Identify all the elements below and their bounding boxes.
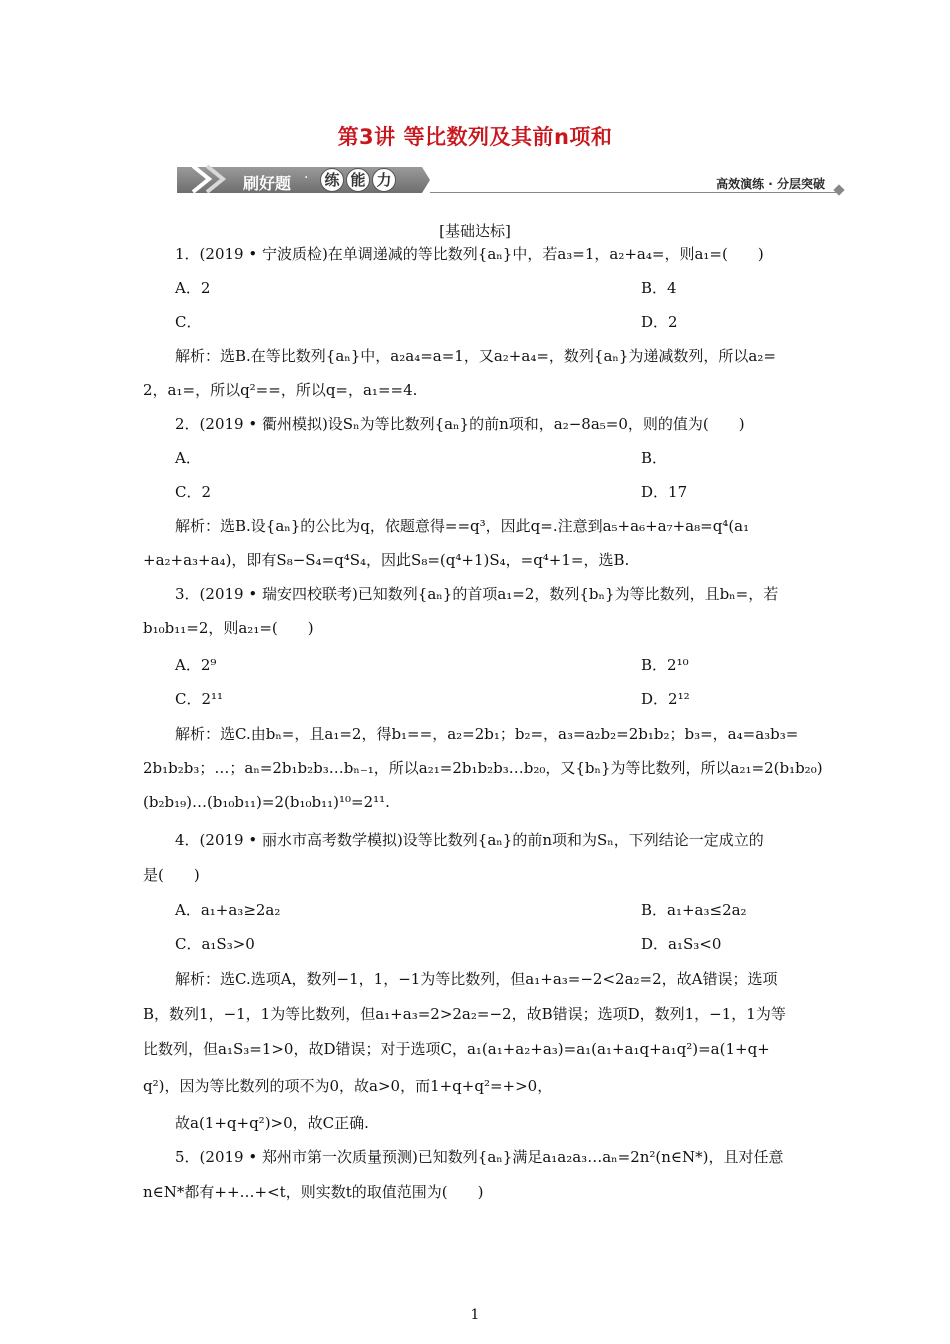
text-line: 2，a₁=，所以q²==，所以q=，a₁==4. [143, 381, 418, 399]
banner-badges [320, 168, 396, 192]
text-line: 解析：选C.选项A，数列−1，1，−1为等比数列，但a₁+a₃=−2<2a₂=2，故A错误；选项 [175, 970, 778, 988]
text-line: D．a₁S₃<0 [641, 935, 722, 953]
text-line: A．2⁹ [175, 656, 217, 674]
badge-char: 练 [320, 168, 344, 192]
text-line: 解析：选C.由bₙ=，且a₁=2，得b₁==，a₂=2b₁；b₂=，a₃=a₂b₂=2b₁b₂；b₃=，a₄=a₃b₃= [175, 725, 799, 743]
badge-char: 力 [372, 168, 396, 192]
text-line: C．2 [175, 483, 212, 501]
text-line: B，数列1，−1，1为等比数列，但a₁+a₃=2>2a₂=−2，故B错误；选项D，数列1，−1，1为等 [143, 1005, 786, 1023]
text-line: C． [175, 313, 202, 331]
diamond-icon [833, 184, 844, 195]
text-line: C．a₁S₃>0 [175, 935, 255, 953]
banner-rule [430, 192, 838, 193]
text-line: A． [175, 449, 201, 467]
text-line: 故a(1+q+q²)>0，故C正确. [175, 1114, 369, 1132]
text-line: B．2¹⁰ [641, 656, 689, 674]
section-heading: [基础达标] [439, 222, 511, 240]
text-line: D．2 [641, 313, 678, 331]
page-number: 1 [470, 1307, 480, 1323]
text-line: 1．(2019 • 宁波质检)在单调递减的等比数列{aₙ}中，若a₃=1，a₂+a₄=，则a₁=( ) [175, 245, 764, 263]
text-line: q²)，因为等比数列的项不为0，故a>0，而1+q+q²=+>0， [143, 1077, 553, 1095]
text-line: 4．(2019 • 丽水市高考数学模拟)设等比数列{aₙ}的前n项和为Sₙ，下列结论一定成立的 [175, 831, 764, 849]
badge-char: 能 [346, 168, 370, 192]
banner-dot: · [304, 170, 309, 186]
text-line: B． [641, 449, 668, 467]
text-line: D．2¹² [641, 690, 690, 708]
chevron-arrows-icon [189, 162, 239, 196]
text-line: (b₂b₁₉)…(b₁₀b₁₁)=2(b₁₀b₁₁)¹⁰=2¹¹. [143, 793, 390, 811]
text-line: 解析：选B.设{aₙ}的公比为q，依题意得==q³，因此q=.注意到a₅+a₆+a₇+a₈=q⁴(a₁ [175, 517, 750, 535]
text-line: A．a₁+a₃≥2a₂ [175, 901, 281, 919]
section-banner [177, 160, 845, 198]
text-line: b₁₀b₁₁=2，则a₂₁=( ) [143, 619, 314, 637]
text-line: C．2¹¹ [175, 690, 224, 708]
text-line: B．4 [641, 279, 677, 297]
banner-left-label: 刷好题 [243, 174, 292, 193]
text-line: 解析：选B.在等比数列{aₙ}中，a₂a₄=a=1，又a₂+a₄=，数列{aₙ}为递减数列，所以a₂= [175, 347, 776, 365]
banner-right-label: 高效演练 · 分层突破 [716, 177, 825, 191]
text-line: A．2 [175, 279, 211, 297]
text-line: 5．(2019 • 郑州市第一次质量预测)已知数列{aₙ}满足a₁a₂a₃…aₙ=2n²(n∈N*)，且对任意 [175, 1148, 784, 1166]
text-line: D．17 [641, 483, 688, 501]
text-line: 比数列，但a₁S₃=1>0，故D错误；对于选项C，a₁(a₁+a₂+a₃)=a₁(a₁+a₁q+a₁q²)=a(1+q+ [143, 1040, 770, 1058]
text-line: 2b₁b₂b₃；…；aₙ=2b₁b₂b₃…bₙ₋₁，所以a₂₁=2b₁b₂b₃…b₂₀，又{bₙ}为等比数列，所以a₂₁=2(b₁b₂₀) [143, 759, 823, 777]
text-line: +a₂+a₃+a₄)，即有S₈−S₄=q⁴S₄，因此S₈=(q⁴+1)S₄，=q⁴+1=，选B. [143, 551, 630, 569]
text-line: 2．(2019 • 衢州模拟)设Sₙ为等比数列{aₙ}的前n项和，a₂−8a₅=0，则的值为( ) [175, 415, 745, 433]
text-line: 是( ) [143, 866, 200, 884]
text-line: B．a₁+a₃≤2a₂ [641, 901, 747, 919]
page-title: 第3讲 等比数列及其前n项和 [337, 125, 613, 149]
text-line: n∈N*都有++…+<t，则实数t的取值范围为( ) [143, 1183, 484, 1201]
text-line: 3．(2019 • 瑞安四校联考)已知数列{aₙ}的首项a₁=2，数列{bₙ}为等比数列，且bₙ=，若 [175, 585, 779, 603]
